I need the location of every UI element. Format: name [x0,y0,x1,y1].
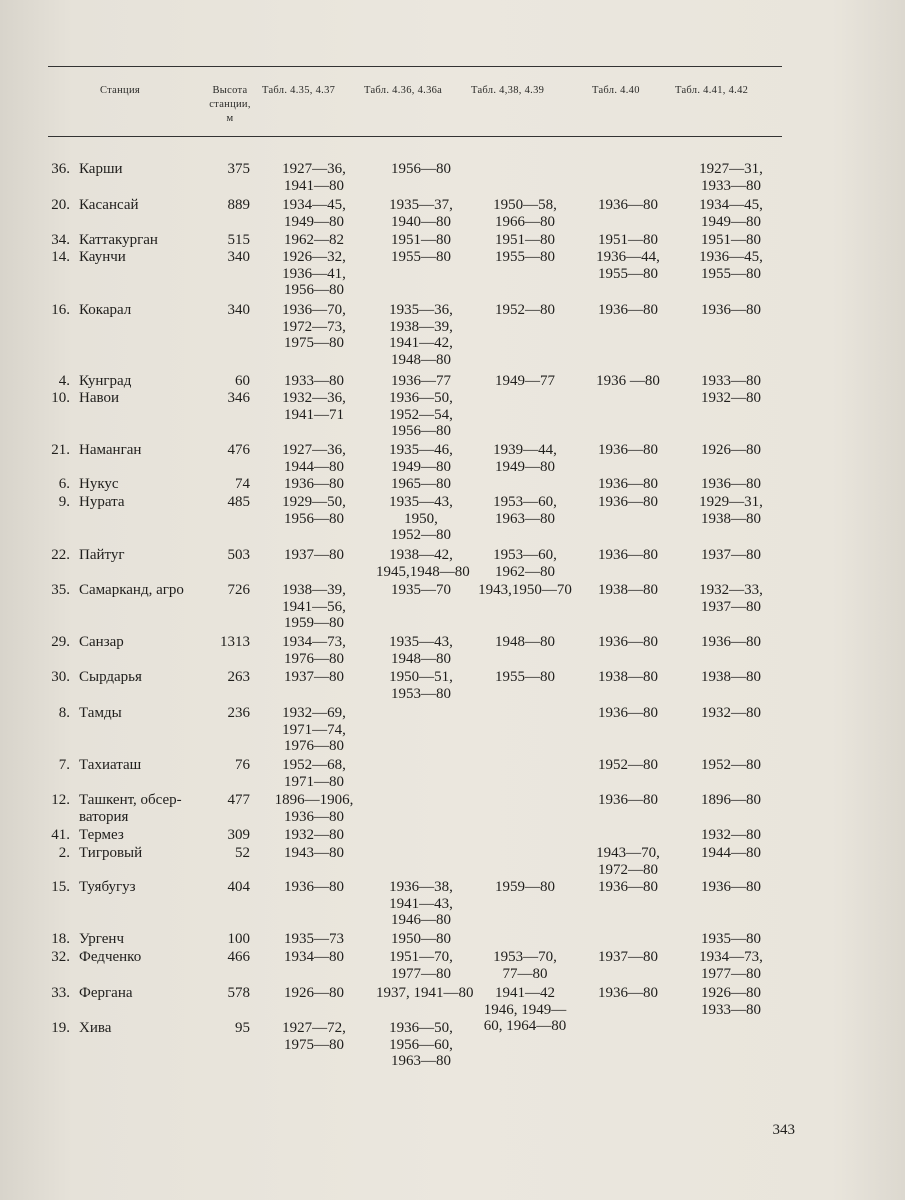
period-cell: 1951—80 [391,232,451,248]
header-table-4-38: Табл. 4,38, 4.39 [471,85,545,96]
station-name: Термез [79,827,124,843]
period-cell: 1965—80 [391,476,451,492]
period-cell: 1934—73, [282,634,346,650]
station-name: Санзар [79,634,124,650]
period-cell: 1950—51, [389,669,453,685]
period-cell: 1955—80 [598,265,658,282]
period-cell: 1953—70, [493,949,557,965]
period-cell: 1941—43, [389,895,453,912]
period-cell: 1938—80 [701,669,761,685]
station-number: 30. [51,669,70,685]
station-name: Каттакурган [79,232,158,248]
station-height: 340 [227,302,250,318]
station-number: 16. [51,302,70,318]
station-height: 466 [227,949,250,965]
period-cell: 1956—60, [389,1036,453,1053]
period-cell: 1935—80 [701,931,761,947]
period-cell: 1956—80 [391,423,451,439]
station-number: 10. [51,390,70,406]
period-cell: 1977—80 [391,965,451,982]
station-number: 15. [51,879,70,895]
period-cell: 1955—80 [495,249,555,265]
period-cell: 1950—80 [391,931,451,947]
period-cell: 1951—80 [701,232,761,248]
period-cell: 1963—80 [495,510,555,527]
period-cell: 1952—80 [391,527,451,543]
period-cell: 1955—80 [701,265,761,282]
period-cell: 1937—80 [598,949,658,965]
period-cell: 1943—80 [284,845,344,861]
period-cell: 1950, [404,510,438,527]
period-cell: 1971—74, [282,721,346,738]
period-cell: 1952—80 [701,757,761,773]
station-number: 18. [51,931,70,947]
station-number: 41. [51,827,70,843]
period-cell: 1951—80 [598,232,658,248]
period-cell: 1936—80 [598,442,658,458]
period-cell: 1950—58, [493,197,557,213]
station-height: 889 [227,197,250,213]
station-name: ватория [79,808,129,825]
period-cell: 1962—82 [284,232,344,248]
period-cell: 1936—38, [389,879,453,895]
station-number: 12. [51,792,70,808]
period-cell: 1951—70, [389,949,453,965]
period-cell: 1936—44, [596,249,660,265]
station-height: 485 [227,494,250,510]
header-table-4-40: Табл. 4.40 [592,85,640,96]
station-name: Касансай [79,197,139,213]
station-name: Кокарал [79,302,132,318]
station-name: Карши [79,161,123,177]
period-cell: 1936—80 [598,985,658,1001]
station-name: Тахиаташ [79,757,142,773]
station-name: Ташкент, обсер- [79,792,182,808]
period-cell: 1948—80 [391,650,451,667]
period-cell: 1927—72, [282,1020,346,1036]
period-cell: 1927—31, [699,161,763,177]
station-number: 29. [51,634,70,650]
header-rule [48,136,782,137]
period-cell: 1933—80 [701,1001,761,1018]
header-height: Высота станции, м [209,85,251,124]
station-number: 32. [51,949,70,965]
station-number: 20. [51,197,70,213]
station-name: Нукус [79,476,119,492]
period-cell: 1944—80 [284,458,344,475]
period-cell: 1937—80 [284,669,344,685]
station-name: Хива [79,1020,112,1036]
period-cell: 1953—80 [391,685,451,702]
period-cell: 1927—36, [282,161,346,177]
period-cell: 1936—80 [284,476,344,492]
period-cell: 1945,1948—80 [376,563,470,580]
period-cell: 1929—31, [699,494,763,510]
period-cell: 1937—80 [284,547,344,563]
period-cell: 1936—41, [282,265,346,282]
period-cell: 1949—80 [701,213,761,230]
period-cell: 1936—80 [284,808,344,825]
station-height: 404 [227,879,250,895]
station-name: Туябугуз [79,879,136,895]
station-height: 515 [227,232,250,248]
period-cell: 1932—80 [284,827,344,843]
period-cell: 1959—80 [284,615,344,631]
period-cell: 1941—56, [282,598,346,615]
period-cell: 1936—80 [701,879,761,895]
period-cell: 1932—69, [282,705,346,721]
station-height: 503 [227,547,250,563]
station-height: 340 [227,249,250,265]
station-height: 375 [227,161,250,177]
station-height: 74 [235,476,250,492]
period-cell: 1936—80 [598,634,658,650]
station-height: 309 [227,827,250,843]
station-height: 60 [235,373,250,389]
station-height: 76 [235,757,250,773]
period-cell: 1949—77 [495,373,555,389]
period-cell: 1951—80 [495,232,555,248]
period-cell: 1926—32, [282,249,346,265]
page-number: 343 [772,1122,795,1138]
station-name: Ургенч [79,931,124,947]
station-height: 1313 [220,634,250,650]
station-number: 34. [51,232,70,248]
period-cell: 1972—80 [598,861,658,878]
period-cell: 1937—80 [701,547,761,563]
period-cell: 1955—80 [391,249,451,265]
station-height: 726 [227,582,250,598]
period-cell: 1936—77 [391,373,451,389]
period-cell: 1952—54, [389,406,453,423]
period-cell: 1946, 1949— [483,1001,567,1018]
period-cell: 1933—80 [284,373,344,389]
station-number: 19. [51,1020,70,1036]
period-cell: 1939—44, [493,442,557,458]
station-number: 6. [58,476,70,492]
period-cell: 1943,1950—70 [478,582,572,598]
period-cell: 1948—80 [495,634,555,650]
station-height: 52 [235,845,250,861]
period-cell: 1956—80 [284,510,344,527]
period-cell: 1943—70, [596,845,660,861]
station-name: Сырдарья [79,669,142,685]
period-cell: 60, 1964—80 [483,1018,567,1034]
period-cell: 1938—80 [598,582,658,598]
station-number: 14. [51,249,70,265]
period-cell: 1936—80 [701,634,761,650]
station-number: 4. [58,373,70,389]
period-cell: 1932—33, [699,582,763,598]
period-cell: 1933—80 [701,177,761,194]
period-cell: 1933—80 [701,373,761,389]
period-cell: 1935—37, [389,197,453,213]
station-height: 578 [227,985,250,1001]
station-name: Самарканд, агро [79,582,184,598]
period-cell: 1936—80 [701,476,761,492]
station-height: 236 [227,705,250,721]
period-cell: 1932—80 [701,827,761,843]
period-cell: 1975—80 [284,335,344,351]
period-cell: 1977—80 [701,965,761,982]
period-cell: 1963—80 [391,1053,451,1069]
period-cell: 1966—80 [495,213,555,230]
station-name: Федченко [79,949,142,965]
period-cell: 1935—73 [284,931,344,947]
station-height: 476 [227,442,250,458]
period-cell: 1949—80 [284,213,344,230]
period-cell: 1952—80 [495,302,555,318]
period-cell: 1935—70 [391,582,451,598]
station-number: 9. [58,494,70,510]
period-cell: 1936—80 [598,705,658,721]
period-cell: 1932—80 [701,390,761,406]
period-cell: 1936—80 [284,879,344,895]
period-cell: 1936—80 [598,302,658,318]
station-name: Тигровый [79,845,143,861]
header-table-4-36: Табл. 4.36, 4.36а [364,85,443,96]
period-cell: 1926—80 [701,442,761,458]
period-cell: 1938—80 [598,669,658,685]
period-cell: 1953—60, [493,494,557,510]
station-name: Нурата [79,494,125,510]
period-cell: 1953—60, [493,547,557,563]
period-cell: 1949—80 [495,458,555,475]
period-cell: 1946—80 [391,912,451,928]
period-cell: 1938—39, [389,318,453,335]
period-cell: 1971—80 [284,773,344,790]
station-name: Навои [79,390,119,406]
period-cell: 1927—36, [282,442,346,458]
period-cell: 1936 —80 [596,373,660,389]
period-cell: 1940—80 [391,213,451,230]
station-height: 477 [227,792,250,808]
period-cell: 1934—45, [699,197,763,213]
station-name: Каунчи [79,249,126,265]
station-number: 22. [51,547,70,563]
station-number: 2. [58,845,70,861]
period-cell: 1929—50, [282,494,346,510]
station-name: Фергана [79,985,133,1001]
period-cell: 1952—68, [282,757,346,773]
period-cell: 1937—80 [701,598,761,615]
period-cell: 1936—45, [699,249,763,265]
period-cell: 1938—80 [701,510,761,527]
station-name: Наманган [79,442,142,458]
period-cell: 1938—39, [282,582,346,598]
station-number: 21. [51,442,70,458]
period-cell: 1896—1906, [274,792,354,808]
period-cell: 1936—80 [598,197,658,213]
period-cell: 1941—42, [389,335,453,351]
period-cell: 1935—43, [389,494,453,510]
period-cell: 1936—80 [598,476,658,492]
period-cell: 1934—73, [699,949,763,965]
station-name: Тамды [79,705,122,721]
period-cell: 1936—80 [598,494,658,510]
station-number: 33. [51,985,70,1001]
header-station: Станция [100,85,141,96]
period-cell: 1926—80 [284,985,344,1001]
period-cell: 1932—36, [282,390,346,406]
station-number: 8. [58,705,70,721]
period-cell: 1935—36, [389,302,453,318]
station-height: 100 [227,931,250,947]
period-cell: 1936—50, [389,1020,453,1036]
period-cell: 1948—80 [391,351,451,368]
period-cell: 1941—71 [284,406,344,423]
period-cell: 1962—80 [495,563,555,580]
period-cell: 1934—80 [284,949,344,965]
station-height: 263 [227,669,250,685]
period-cell: 1972—73, [282,318,346,335]
period-cell: 1935—46, [389,442,453,458]
period-cell: 1934—45, [282,197,346,213]
period-cell: 1936—50, [389,390,453,406]
period-cell: 1936—80 [598,879,658,895]
header-table-4-41: Табл. 4.41, 4.42 [675,85,749,96]
period-cell: 1896—80 [701,792,761,808]
period-cell: 1944—80 [701,845,761,861]
station-number: 36. [51,161,70,177]
period-cell: 1941—42 [495,985,555,1001]
period-cell: 1949—80 [391,458,451,475]
station-name: Кунград [79,373,132,389]
header-table-4-35: Табл. 4.35, 4.37 [262,85,336,96]
period-cell: 1936—80 [701,302,761,318]
station-number: 7. [58,757,70,773]
period-cell: 1952—80 [598,757,658,773]
period-cell: 1976—80 [284,738,344,754]
period-cell: 1936—80 [598,547,658,563]
period-cell: 1935—43, [389,634,453,650]
period-cell: 1976—80 [284,650,344,667]
period-cell: 1955—80 [495,669,555,685]
period-cell: 1932—80 [701,705,761,721]
period-cell: 1926—80 [701,985,761,1001]
period-cell: 77—80 [502,965,548,982]
station-name: Пайтуг [79,547,125,563]
period-cell: 1938—42, [389,547,453,563]
station-height: 95 [235,1020,250,1036]
period-cell: 1975—80 [284,1036,344,1053]
station-number: 35. [51,582,70,598]
period-cell: 1937, 1941—80 [376,985,474,1001]
station-height: 346 [227,390,250,406]
period-cell: 1959—80 [495,879,555,895]
top-rule [48,66,782,67]
period-cell: 1941—80 [284,177,344,194]
period-cell: 1936—70, [282,302,346,318]
period-cell: 1956—80 [391,161,451,177]
period-cell: 1956—80 [284,282,344,298]
period-cell: 1936—80 [598,792,658,808]
